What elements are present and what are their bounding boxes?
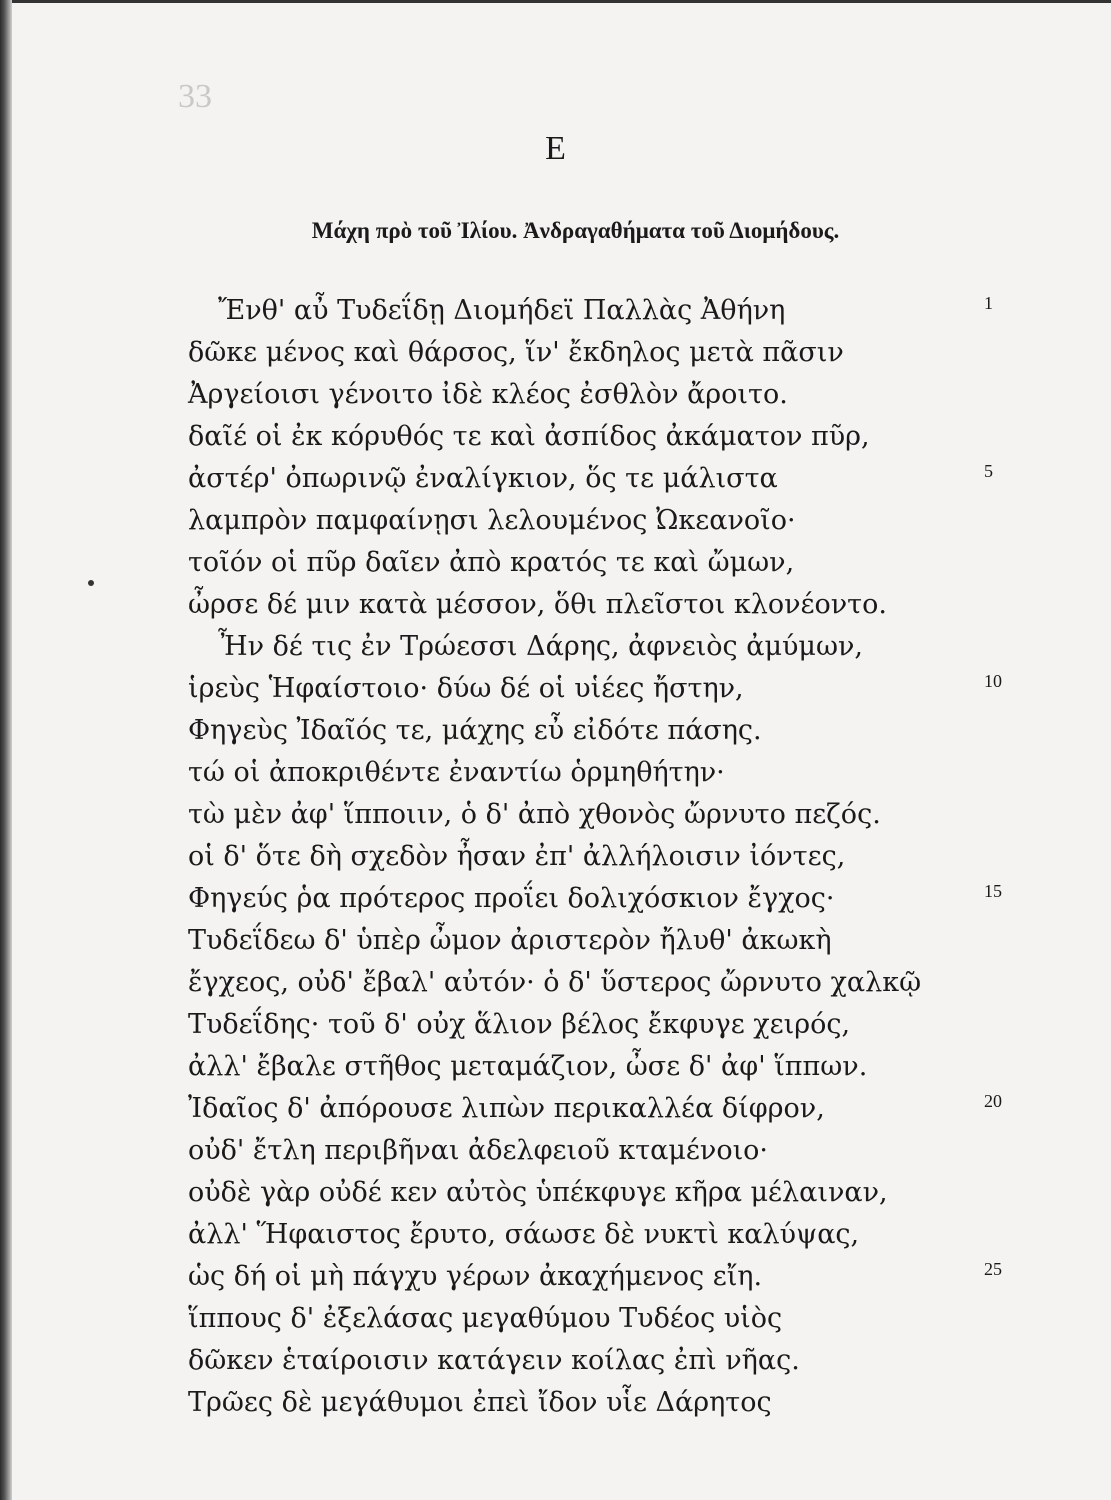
verse-number: 20	[984, 1091, 1002, 1111]
verse-text: τοῖόν οἱ πῦρ δαῖεν ἀπὸ κρατός τε καὶ ὤμων,	[188, 547, 795, 578]
verse-number: 25	[984, 1259, 1002, 1279]
verse-text: δῶκεν ἑταίροισιν κατάγειν κοίλας ἐπὶ νῆας.	[188, 1345, 800, 1376]
verse-text: Ἰδαῖος δ' ἀπόρουσε λιπὼν περικαλλέα δίφρον,	[188, 1093, 825, 1124]
verse-line	[188, 1004, 1068, 1046]
verse-line	[188, 752, 1068, 794]
verse-number: 5	[984, 461, 993, 481]
verse-text: ὦρσε δέ μιν κατὰ μέσσον, ὅθι πλεῖστοι κλονέοντο.	[188, 589, 887, 620]
verse-line	[188, 1340, 1068, 1382]
verse-line	[188, 332, 1068, 374]
verse-line	[188, 1256, 1068, 1298]
verse-line	[188, 1172, 1068, 1214]
verse-number: 15	[984, 881, 1002, 901]
verse-text: δῶκε μένος καὶ θάρσος, ἵν' ἔκδηλος μετὰ πᾶσιν	[188, 337, 844, 368]
verse-text: ἀλλ' ἔβαλε στῆθος μεταμάζιον, ὦσε δ' ἀφ' ἵππων.	[188, 1051, 868, 1082]
verse-line	[188, 458, 1068, 500]
verse-text: ἀστέρ' ὀπωρινῷ ἐναλίγκιον, ὅς τε μάλιστα	[188, 463, 778, 494]
bleed-through-page-number: 33	[178, 78, 212, 115]
page-top-edge	[0, 0, 1111, 3]
verse-line	[188, 542, 1068, 584]
verse-line	[188, 1382, 1068, 1424]
verse-line	[188, 626, 1068, 668]
verse-line	[188, 1130, 1068, 1172]
verse-line	[188, 584, 1068, 626]
verse-text: ἀλλ' Ἥφαιστος ἔρυτο, σάωσε δὲ νυκτὶ καλύψας,	[188, 1219, 860, 1250]
verse-text: Ἦν δέ τις ἐν Τρώεσσι Δάρης, ἀφνειὸς ἀμύμων,	[218, 631, 863, 662]
verse-line	[188, 416, 1068, 458]
verse-line	[188, 500, 1068, 542]
verse-line	[188, 920, 1068, 962]
verse-number: 1	[984, 293, 993, 313]
verse-text: οὐδ' ἔτλη περιβῆναι ἀδελφειοῦ κταμένοιο·	[188, 1135, 769, 1166]
verse-line	[188, 1298, 1068, 1340]
verse-line	[188, 710, 1068, 752]
verse-line	[188, 668, 1068, 710]
verse-text: Ἔνθ' αὖ Τυδεΐδῃ Διομήδεϊ Παλλὰς Ἀθήνη	[218, 295, 786, 326]
verse-text: Φηγεὺς Ἰδαῖός τε, μάχης εὖ εἰδότε πάσης.	[188, 715, 762, 746]
margin-dot	[88, 580, 94, 586]
book-letter-heading: Ε	[545, 130, 566, 167]
verse-line	[188, 1214, 1068, 1256]
verse-line	[188, 1088, 1068, 1130]
verse-text: ὡς δή οἱ μὴ πάγχυ γέρων ἀκαχήμενος εἴη.	[188, 1261, 763, 1292]
verse-line	[188, 290, 1068, 332]
verse-text: λαμπρὸν παμφαίνῃσι λελουμένος Ὠκεανοῖο·	[188, 505, 796, 536]
verse-line	[188, 374, 1068, 416]
verse-text: Τρῶες δὲ μεγάθυμοι ἐπεὶ ἴδον υἷε Δάρητος	[188, 1387, 772, 1418]
verse-text: ἵππους δ' ἐξελάσας μεγαθύμου Τυδέος υἱὸς	[188, 1303, 783, 1334]
verse-text: Φηγεύς ῥα πρότερος προΐει δολιχόσκιον ἔγχος·	[188, 883, 835, 914]
verse-text: Ἀργείοισι γένοιτο ἰδὲ κλέος ἐσθλὸν ἄροιτο.	[188, 379, 788, 410]
verse-text: οὐδὲ γὰρ οὐδέ κεν αὐτὸς ὑπέκφυγε κῆρα μέλαιναν,	[188, 1177, 888, 1208]
verse-list	[188, 290, 1068, 1424]
verse-text: τὼ μὲν ἀφ' ἵπποιιν, ὁ δ' ἀπὸ χθονὸς ὤρνυτο πεζός.	[188, 799, 881, 830]
verse-line	[188, 962, 1068, 1004]
verse-line	[188, 794, 1068, 836]
verse-text: Τυδεΐδεω δ' ὑπὲρ ὦμον ἀριστερὸν ἤλυθ' ἀκωκὴ	[188, 925, 832, 956]
verse-line	[188, 878, 1068, 920]
verse-line	[188, 836, 1068, 878]
verse-text: τώ οἱ ἀποκριθέντε ἐναντίω ὁρμηθήτην·	[188, 757, 725, 788]
chapter-title: Μάχη πρὸ τοῦ Ἰλίου. Ἀνδραγαθήματα τοῦ Διομήδους.	[311, 218, 840, 243]
verse-line	[188, 1046, 1068, 1088]
verse-text: δαῖέ οἱ ἐκ κόρυθός τε καὶ ἀσπίδος ἀκάματον πῦρ,	[188, 421, 870, 452]
verse-text: ἱρεὺς Ἡφαίστοιο· δύω δέ οἱ υἱέες ἤστην,	[188, 673, 744, 704]
verse-text: Τυδεΐδης· τοῦ δ' οὐχ ἅλιον βέλος ἔκφυγε χειρός,	[188, 1009, 851, 1040]
verse-number: 10	[984, 671, 1002, 691]
verse-text: οἱ δ' ὅτε δὴ σχεδὸν ἦσαν ἐπ' ἀλλήλοισιν ἰόντες,	[188, 841, 846, 872]
verse-text: ἔγχεος, οὐδ' ἔβαλ' αὐτόν· ὁ δ' ὕστερος ὤρνυτο χαλκῷ	[188, 967, 922, 998]
